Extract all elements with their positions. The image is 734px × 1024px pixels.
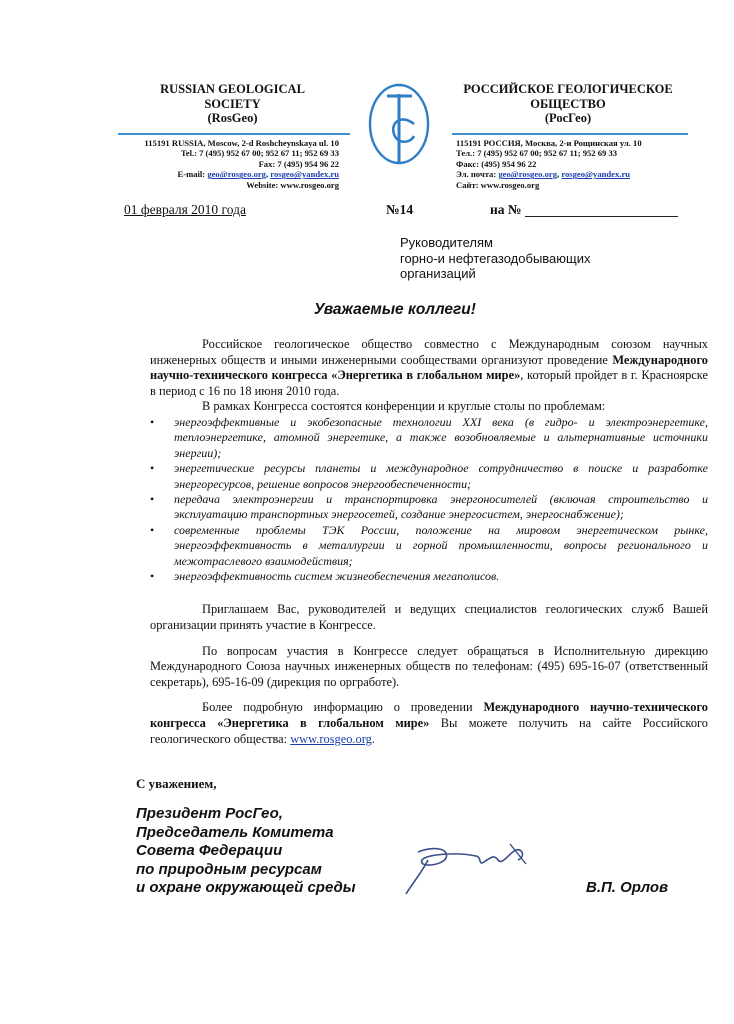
signatory-title-line: по природным ресурсам — [136, 860, 322, 878]
header-left-title-line: SOCIETY — [204, 96, 261, 111]
paragraph-intro — [150, 337, 708, 399]
list-item-text: энергоэффективные и экобезопасные технологии XXI века (в гидро- и электроэнергетике, теплоэнергетике, атомной энергетике, а также возобновляемые и альтернативные источники энергии); — [174, 414, 708, 460]
paragraph-intro-text: Российское геологическое общество совместно с Международным союзом научных инженерных обществ и иными инженерными сообществами организуют проведение — [150, 337, 708, 367]
reference-label: на № — [490, 202, 522, 217]
header-right-title-line: ОБЩЕСТВО — [530, 96, 606, 111]
paragraph-intro-text: , который пройдет в г. Красноярске в период с 16 по 18 июня 2010 года. — [150, 368, 708, 398]
signatory-title-line: Председатель Комитета — [136, 823, 334, 841]
header-right-title-line: (РосГео) — [544, 111, 592, 125]
bullet-icon: • — [150, 569, 155, 584]
header-left-title — [135, 82, 330, 126]
bullet-icon: • — [150, 522, 155, 537]
header-left-tel: Tel.: 7 (495) 952 67 00; 952 67 11; 952 69 33 — [180, 148, 339, 159]
list-item — [150, 415, 708, 461]
header-right-address: 115191 РОССИЯ, Москва, 2-и Рощинская ул. 10 — [456, 138, 642, 148]
header-right-rule — [452, 133, 688, 135]
addressee-line: горно-и нефтегазодобывающих — [400, 250, 591, 266]
header-right-fax: Факс: (495) 954 96 22 — [456, 158, 537, 169]
paragraph-end-punct: . — [371, 731, 375, 746]
paragraph-more-info-text: Вы можете получить на сайте Российского геологического общества: — [150, 716, 708, 746]
topics-list — [150, 415, 708, 584]
list-item — [150, 569, 708, 584]
paragraph-more-info-text: Более подробную информацию о проведении — [202, 700, 484, 715]
header-left-contacts — [118, 138, 339, 190]
header-right-email-link[interactable]: geo@rosgeo.org — [498, 169, 558, 180]
paragraph-contacts: По вопросам участия в Конгрессе следует обращаться в Исполнительную дирекцию Международного Союза научных инженерных обществ по телефонам: (495) 695-16-07 (ответственный секретарь), 695-16-09 (дирекция по оргработе). — [150, 643, 708, 689]
signatory-title-line: и охране окружающей среды — [136, 879, 356, 896]
header-left-email-line: E-mail: geo@rosgeo.org, rosgeo@yandex.ru — [177, 169, 339, 180]
handwritten-signature — [398, 838, 538, 898]
addressee-line: Руководителям — [400, 235, 493, 250]
addressee-block — [400, 235, 650, 282]
list-item-text: энергоэффективность систем жизнеобеспечения мегаполисов. — [174, 569, 500, 584]
bullet-icon: • — [150, 414, 155, 429]
header-left-email-link[interactable]: geo@rosgeo.org — [207, 169, 266, 180]
header-right-title-line: РОССИЙСКОЕ ГЕОЛОГИЧЕСКОЕ — [463, 82, 673, 96]
paragraph-more-info — [150, 700, 708, 747]
list-item — [150, 461, 708, 492]
header-left-email-label: E-mail: — [177, 169, 206, 180]
list-item — [150, 492, 708, 523]
header-right-tel: Тел.: 7 (495) 952 67 00; 952 67 11; 952 69 33 — [456, 148, 618, 159]
document-date: 01 февраля 2010 года — [124, 202, 246, 217]
list-item-text: передача электроэнергии и транспортировка энергоносителей (включая строительство и эксплуатацию транспортных энергосетей, создание энергосистем, энергоснабжение); — [174, 492, 708, 522]
signatory-title — [136, 805, 396, 898]
congress-name: Международного научно-технического конгресса «Энергетика в глобальном мире» — [150, 352, 708, 383]
header-right-email-label: Эл. почта: — [456, 169, 497, 180]
reference-number-line — [525, 216, 678, 217]
header-right-contacts — [456, 138, 688, 190]
header-right-email-link[interactable]: rosgeo@yandex.ru — [561, 169, 631, 180]
signatory-name: В.П. Орлов — [586, 879, 669, 896]
header-left-fax: Fax: 7 (495) 954 96 22 — [258, 158, 339, 169]
signatory-title-line: Президент РосГео, — [136, 805, 283, 822]
list-item-text: энергетические ресурсы планеты и международное сотрудничество в поиске и разработке энергоресурсов, решение вопросов энергообеспеченности; — [174, 461, 708, 491]
header-right-website: Сайт: www.rosgeo.org — [456, 179, 540, 190]
header-left-title-line: RUSSIAN GEOLOGICAL — [160, 82, 305, 96]
list-item-text: современные проблемы ТЭК России, положение на мировом энергетическом рынке, энергоэффективность в металлургии и горной промышленности, вопросы регионального и межотраслевого взаимодействия; — [174, 522, 708, 568]
header-left-title-line: (RosGeo) — [207, 111, 258, 125]
website-link[interactable]: www.rosgeo.org — [290, 731, 372, 746]
list-item — [150, 523, 708, 569]
header-left-rule — [118, 133, 350, 135]
addressee-line: организаций — [400, 266, 476, 281]
greeting-heading: Уважаемые коллеги! — [314, 301, 476, 318]
header-left-website: Website: www.rosgeo.org — [246, 179, 339, 190]
paragraph-invitation: Приглашаем Вас, руководителей и ведущих специалистов геологических служб Вашей организации принять участие в Конгрессе. — [150, 602, 708, 633]
congress-name: Международного научно-технического конгресса «Энергетика в глобальном мире» — [150, 700, 708, 730]
header-left-email-link[interactable]: rosgeo@yandex.ru — [270, 169, 339, 180]
paragraph-topics-intro: В рамках Конгресса состоятся конференции и круглые столы по проблемам: — [202, 399, 606, 414]
bullet-icon: • — [150, 492, 155, 506]
document-number: №14 — [386, 202, 414, 217]
letter-body — [150, 337, 708, 747]
header-left-address: 115191 RUSSIA, Moscow, 2-d Roshcheynskaya ul. 10 — [144, 138, 339, 148]
rosgeo-logo-icon — [350, 78, 450, 178]
bullet-icon: • — [150, 461, 155, 476]
header-right-title — [452, 82, 684, 126]
closing-phrase: С уважением, — [136, 776, 217, 791]
header-right-email-line: Эл. почта: geo@rosgeo.org, rosgeo@yandex.ru — [456, 169, 631, 180]
signatory-title-line: Совета Федерации — [136, 842, 283, 859]
